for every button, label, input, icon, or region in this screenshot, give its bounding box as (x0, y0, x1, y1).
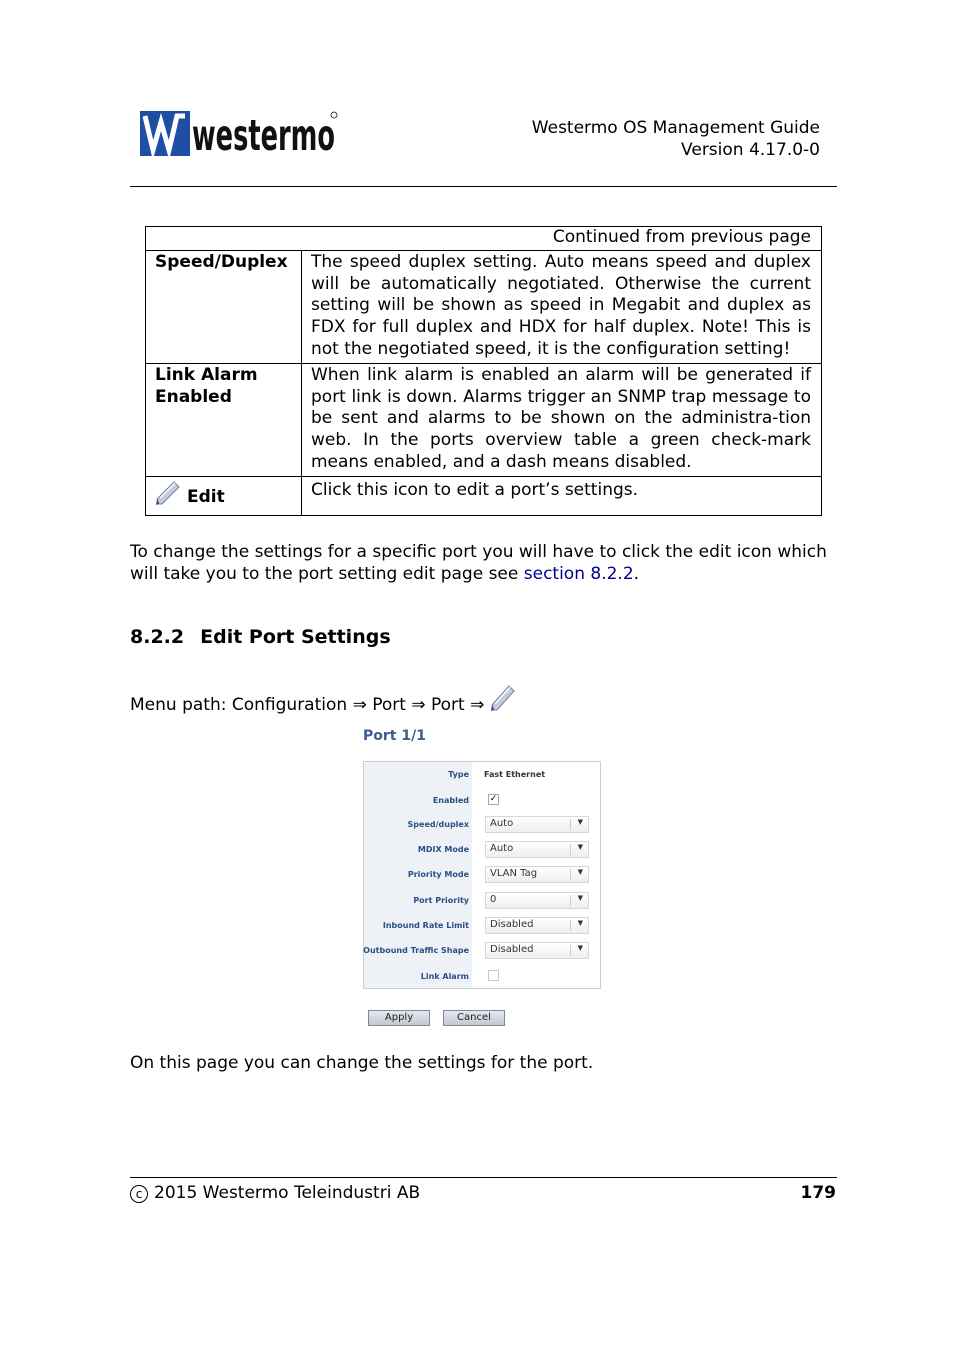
mdix-mode-select[interactable] (485, 841, 589, 858)
port-settings-table (145, 226, 822, 516)
dropdown-arrow-icon: ▼ (577, 944, 583, 952)
table-key-line: Enabled (155, 386, 232, 407)
section-title: Edit Port Settings (200, 626, 391, 648)
field-label: Inbound Rate Limit (382, 921, 469, 930)
pencil-icon (490, 684, 516, 718)
edit-port-form (363, 761, 601, 989)
field-label: Type (448, 770, 469, 779)
field-label: MDIX Mode (417, 845, 469, 854)
table-desc: Click this icon to edit a port’s settings. (302, 476, 822, 515)
menu-path-label: Menu path: (130, 695, 227, 715)
link-alarm-checkbox[interactable] (488, 970, 499, 981)
pencil-icon (155, 480, 181, 513)
dropdown-arrow-icon: ▼ (577, 919, 583, 927)
field-label: Speed/duplex (407, 820, 469, 829)
select-divider (570, 895, 571, 906)
section-number: 8.2.2 (130, 626, 185, 648)
outbound-traffic-shape-select[interactable] (485, 942, 589, 959)
field-label: Enabled (432, 796, 469, 805)
menu-path-value: Configuration ⇒ Port ⇒ Port ⇒ (231, 695, 485, 715)
table-continued-row (146, 227, 822, 251)
form-row-link-alarm (364, 969, 600, 989)
footer-copyright (130, 1183, 420, 1203)
apply-button[interactable]: Apply (368, 1010, 430, 1026)
document-header (532, 117, 820, 161)
field-label: Outbound Traffic Shape (363, 946, 469, 955)
form-title: Port 1/1 (363, 728, 426, 744)
select-value: Auto (490, 818, 514, 829)
field-label: Priority Mode (407, 870, 469, 879)
port-priority-select[interactable] (485, 892, 589, 909)
form-row-priority-mode (364, 866, 600, 886)
form-row-enabled (364, 793, 600, 813)
select-divider (570, 869, 571, 880)
dropdown-arrow-icon: ▼ (577, 843, 583, 851)
cancel-button[interactable]: Cancel (443, 1010, 505, 1026)
form-row-port-priority (364, 892, 600, 912)
form-row-outbound-traffic-shape (364, 942, 600, 962)
table-key: Speed/Duplex (146, 250, 302, 363)
menu-path (130, 684, 522, 718)
table-key-line: Link Alarm (155, 364, 258, 385)
field-label: Port Priority (413, 896, 469, 905)
dropdown-arrow-icon: ▼ (577, 894, 583, 902)
select-value: Disabled (490, 944, 534, 955)
copyright-text: 2015 Westermo Teleindustri AB (154, 1183, 421, 1203)
westermo-logo-mark (139, 110, 339, 161)
type-value: Fast Ethernet (484, 770, 546, 779)
form-row-type (364, 767, 600, 787)
page-number: 179 (800, 1183, 836, 1203)
speed-duplex-select[interactable] (485, 816, 589, 833)
priority-mode-select[interactable] (485, 866, 589, 883)
svg-text:westermo: westermo (192, 111, 335, 161)
guide-title: Westermo OS Management Guide (531, 118, 820, 138)
edit-label: Edit (187, 486, 225, 507)
field-label: Link Alarm (420, 972, 469, 981)
enabled-checkbox[interactable] (488, 794, 499, 805)
continued-note: Continued from previous page (146, 227, 822, 251)
intro-end: . (633, 564, 640, 584)
header-rule (130, 186, 837, 187)
outro-paragraph: On this page you can change the settings for the port. (130, 1053, 594, 1073)
form-row-inbound-rate-limit (364, 917, 600, 937)
copyright-symbol: c (130, 1185, 148, 1203)
form-row-mdix-mode (364, 841, 600, 861)
table-desc: When link alarm is enabled an alarm will be generated if port link is down. Alarms trigger an SNMP trap message to be sent and alarms to be shown on the administra-tion web. In the ports overview table a green check-mark means enabled, and a dash means disabled. (302, 363, 822, 476)
select-divider (570, 920, 571, 931)
section-heading (130, 626, 391, 648)
table-key (146, 363, 302, 476)
table-row (146, 476, 822, 515)
westermo-logo (139, 110, 339, 161)
footer-rule (130, 1177, 837, 1178)
form-row-speed-duplex (364, 816, 600, 836)
intro-text: To change the settings for a specific port you will have to click the edit icon which will take you to the port setting edit page see (130, 542, 827, 584)
select-value: VLAN Tag (490, 868, 538, 879)
table-row (146, 250, 822, 363)
dropdown-arrow-icon: ▼ (577, 868, 583, 876)
table-desc: The speed duplex setting. Auto means speed and duplex will be automatically negotiated. Otherwise the current setting will be shown as speed in Megabit and duplex as FDX for full duplex and HDX for half duplex. Note! This is not the negotiated speed, it is the configuration setting! (302, 250, 822, 363)
inbound-rate-limit-select[interactable] (485, 917, 589, 934)
dropdown-arrow-icon: ▼ (577, 818, 583, 826)
select-divider (570, 844, 571, 855)
select-divider (570, 945, 571, 956)
section-link[interactable]: section 8.2.2 (523, 564, 634, 584)
intro-paragraph (130, 541, 837, 585)
guide-version: Version 4.17.0-0 (681, 140, 820, 160)
check-icon: ✓ (489, 794, 498, 804)
table-row (146, 363, 822, 476)
select-value: Disabled (490, 919, 534, 930)
select-value: Auto (490, 843, 514, 854)
select-value: 0 (490, 894, 497, 905)
table-key (146, 476, 302, 515)
select-divider (570, 819, 571, 830)
